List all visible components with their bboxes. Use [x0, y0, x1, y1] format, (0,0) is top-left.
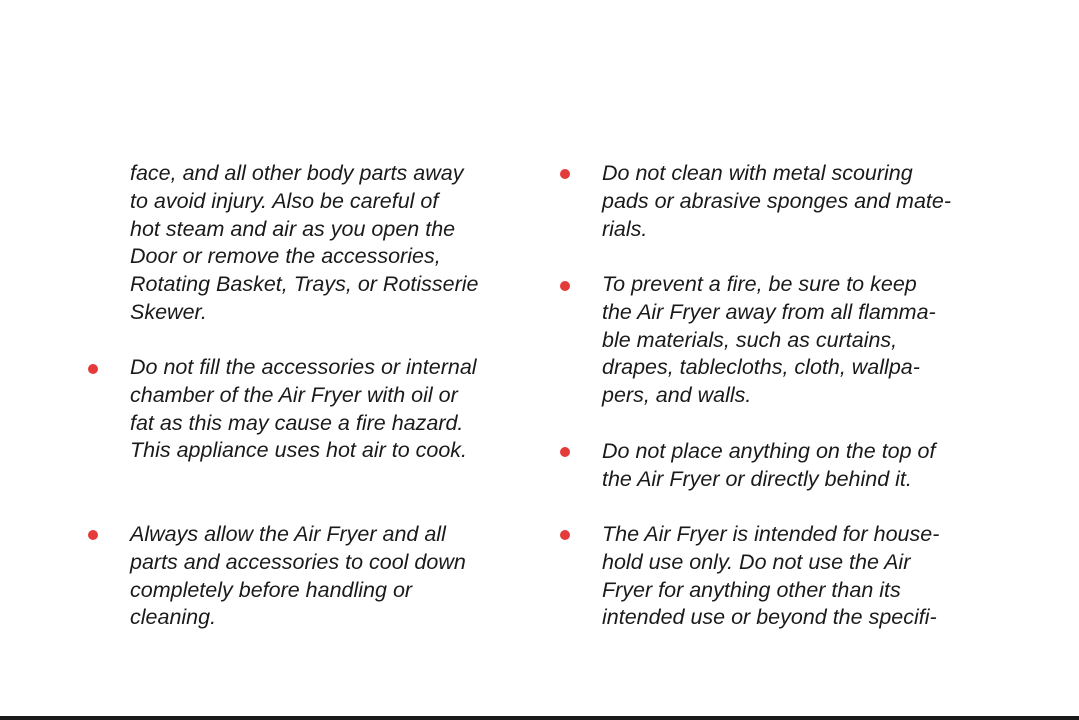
text-line: pers, and walls.	[602, 383, 752, 408]
text-line: To prevent a fire, be sure to keep	[602, 272, 917, 296]
text-line: parts and accessories to cool down	[130, 549, 466, 574]
text-line: intended use or beyond the specifi-	[602, 605, 937, 630]
text-line: the Air Fryer or directly behind it.	[602, 466, 912, 491]
right-item-2	[602, 271, 936, 410]
bullet-icon	[560, 281, 570, 291]
text-line: Fryer for anything other than its	[602, 577, 901, 602]
bullet-icon	[560, 530, 570, 540]
text-line: completely before handling or	[130, 577, 413, 602]
right-item-1	[602, 160, 951, 243]
text-line: This appliance uses hot air to cook.	[130, 438, 468, 463]
text-line: to avoid injury. Also be careful of	[130, 188, 439, 213]
text-line: Do not place anything on the top of	[602, 439, 936, 463]
bullet-icon	[560, 169, 570, 179]
text-line: cleaning.	[130, 605, 217, 630]
right-item-3	[602, 438, 936, 494]
text-line: Skewer.	[130, 299, 207, 324]
text-line: pads or abrasive sponges and mate-	[602, 188, 951, 213]
right-item-4	[602, 521, 939, 632]
text-line: rials.	[602, 216, 648, 241]
text-line: Do not clean with metal scouring	[602, 161, 913, 185]
text-line: Door or remove the accessories,	[130, 244, 441, 269]
left-item-2	[130, 354, 477, 465]
text-line: Do not fill the accessories or internal	[130, 355, 477, 379]
left-item-3	[130, 521, 466, 632]
text-line: fat as this may cause a fire hazard.	[130, 410, 464, 435]
text-line: face, and all other body parts away	[130, 161, 464, 185]
text-line: Always allow the Air Fryer and all	[130, 522, 446, 546]
text-line: chamber of the Air Fryer with oil or	[130, 382, 458, 407]
text-line: ble materials, such as curtains,	[602, 327, 898, 352]
text-line: hot steam and air as you open the	[130, 216, 456, 241]
bullet-icon	[88, 530, 98, 540]
left-item-1	[130, 160, 479, 327]
bullet-icon	[560, 447, 570, 457]
text-line: hold use only. Do not use the Air	[602, 549, 911, 574]
text-line: drapes, tablecloths, cloth, wallpa-	[602, 355, 920, 380]
text-line: The Air Fryer is intended for house-	[602, 522, 940, 546]
bullet-icon	[88, 364, 98, 374]
text-line: the Air Fryer away from all flamma-	[602, 299, 936, 324]
bottom-rule	[0, 716, 1079, 720]
text-line: Rotating Basket, Trays, or Rotisserie	[130, 272, 479, 297]
